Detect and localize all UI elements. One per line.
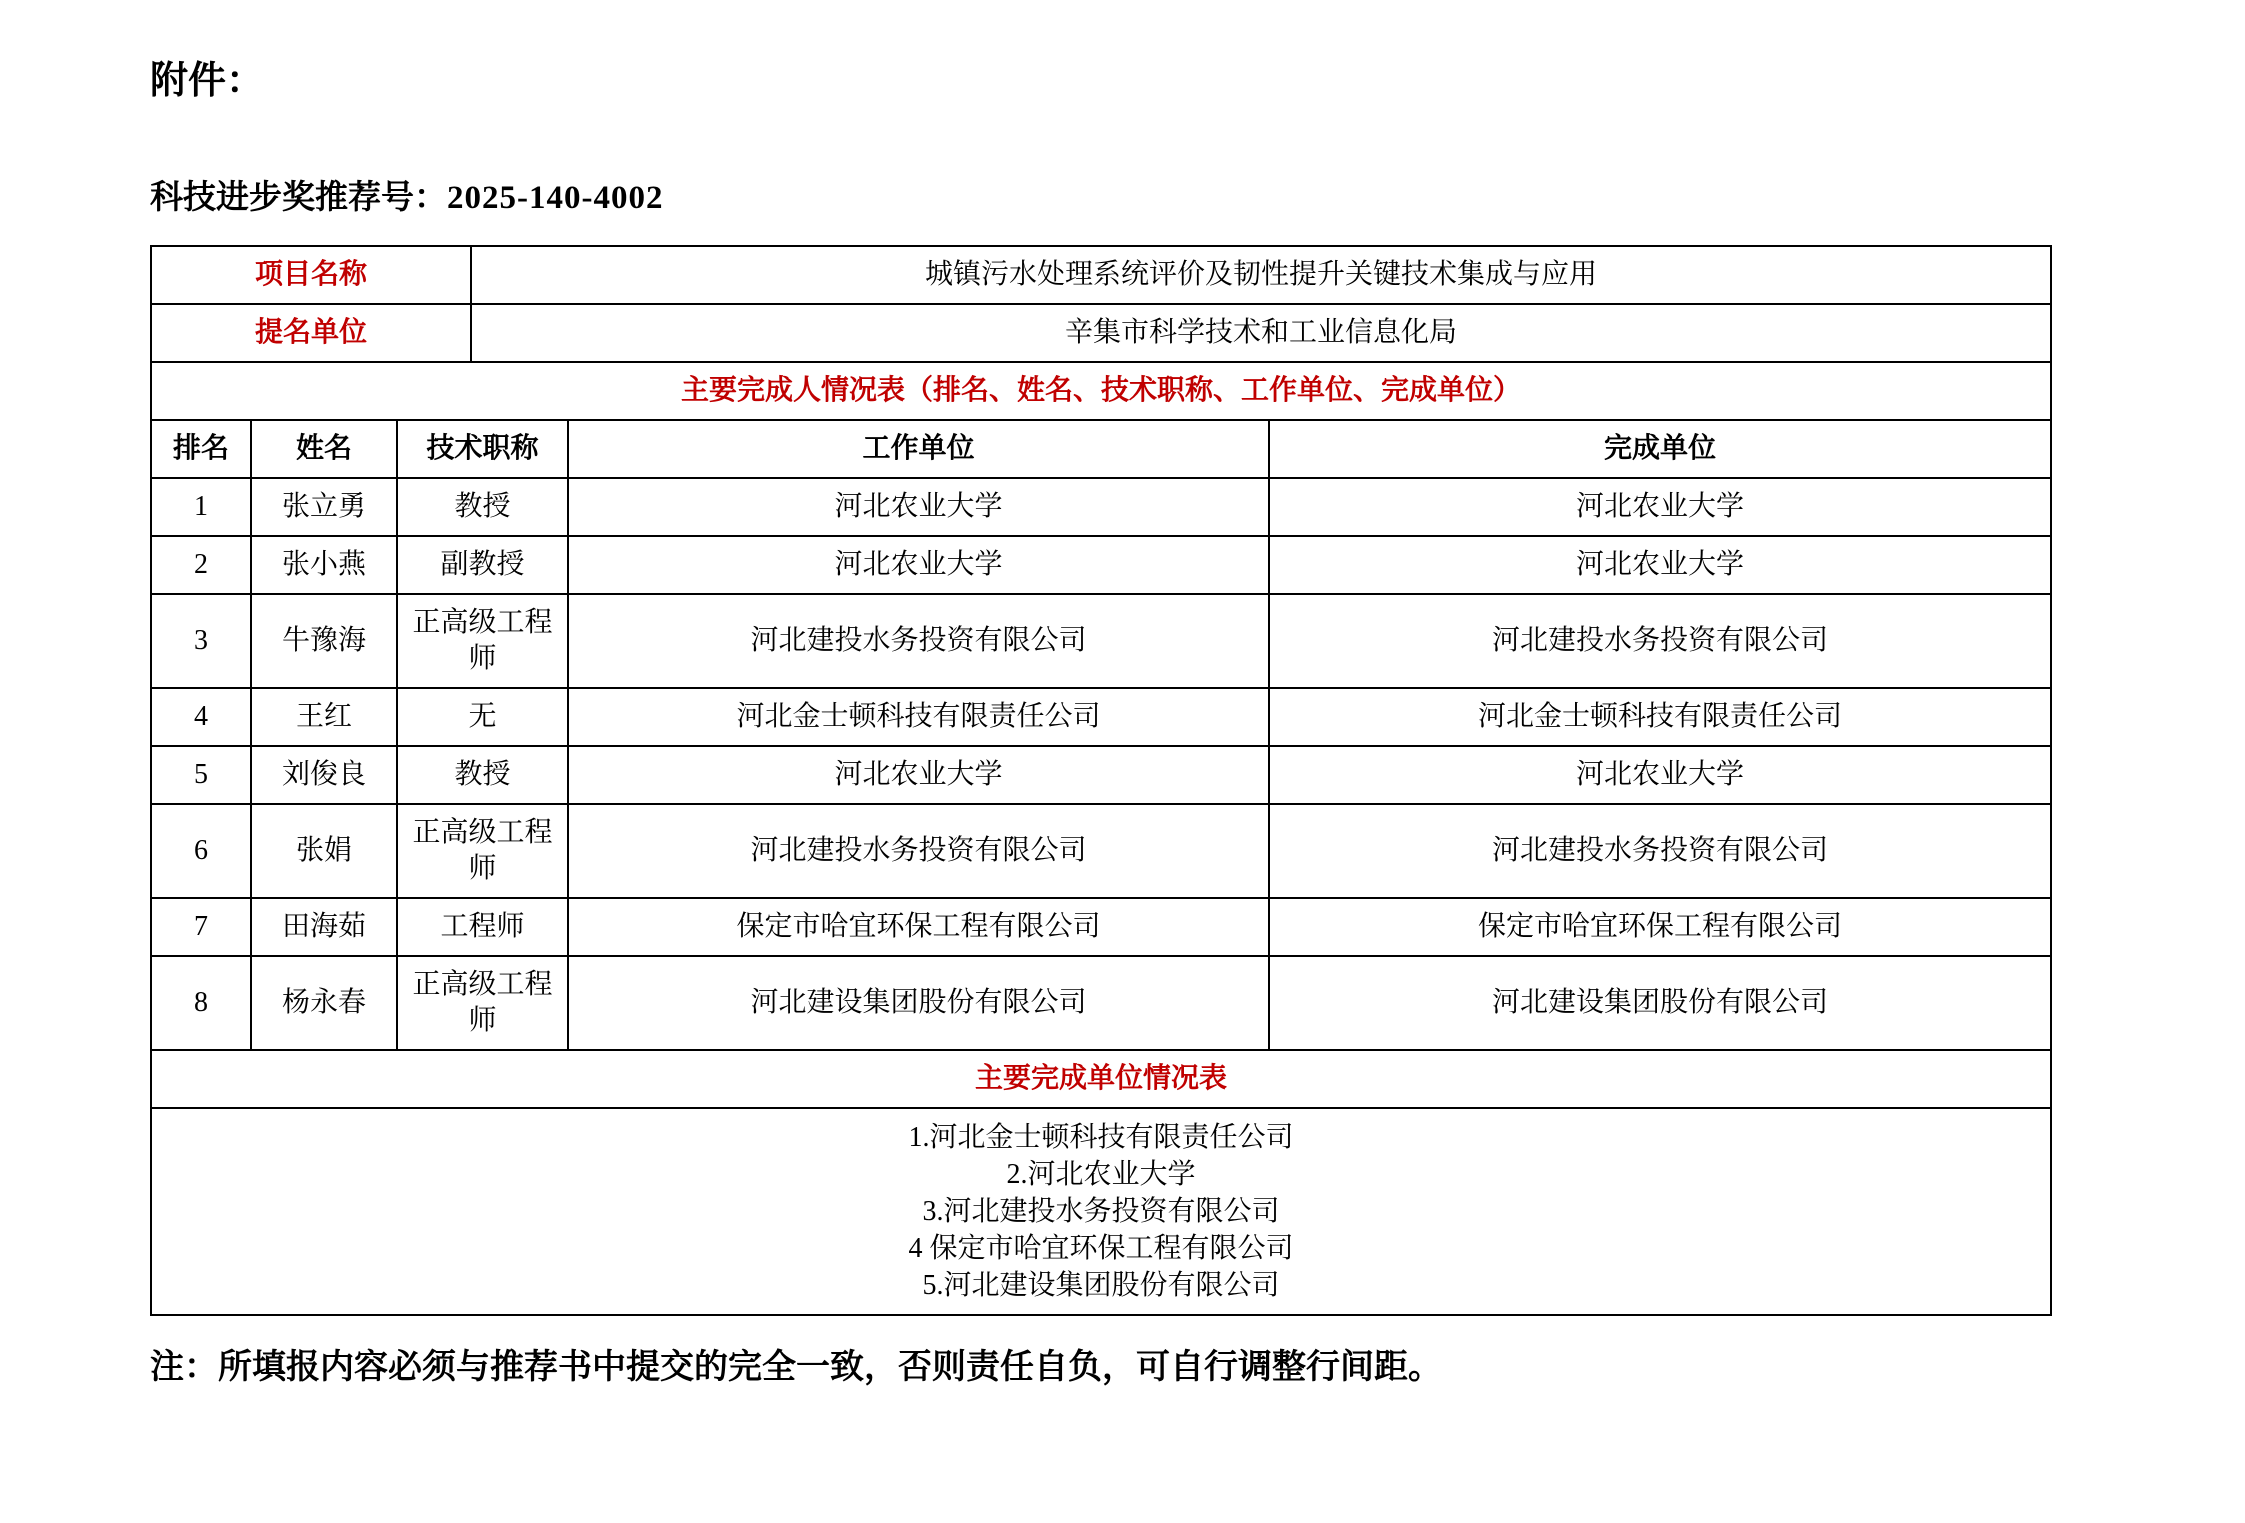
cell-completion-unit: 河北建投水务投资有限公司 [1269, 804, 2051, 898]
cell-completion-unit: 河北农业大学 [1269, 536, 2051, 594]
attachment-label: 附件： [150, 60, 265, 102]
header-job-title: 技术职称 [397, 420, 568, 478]
cell-work-unit: 河北建设集团股份有限公司 [568, 956, 1269, 1050]
cell-job-title: 工程师 [397, 898, 568, 956]
cell-rank: 7 [151, 898, 251, 956]
cell-completion-unit: 河北农业大学 [1269, 478, 2051, 536]
cell-rank: 2 [151, 536, 251, 594]
table-row [151, 956, 2051, 1050]
header-work-unit: 工作单位 [568, 420, 1269, 478]
header-rank: 排名 [151, 420, 251, 478]
contributors-header-row [151, 420, 2051, 478]
units-list-cell [151, 1108, 2051, 1315]
table-row [151, 898, 2051, 956]
list-item: 4 保定市哈宜环保工程有限公司 [908, 1233, 1294, 1264]
cell-rank: 4 [151, 688, 251, 746]
units-list-row [151, 1108, 2051, 1315]
nominating-unit-label: 提名单位 [151, 304, 471, 362]
cell-job-title: 教授 [397, 746, 568, 804]
cell-completion-unit: 河北建投水务投资有限公司 [1269, 594, 2051, 688]
cell-work-unit: 河北金士顿科技有限责任公司 [568, 688, 1269, 746]
header-completion-unit: 完成单位 [1269, 420, 2051, 478]
contributors-title-row [151, 362, 2051, 420]
cell-work-unit: 河北农业大学 [568, 536, 1269, 594]
cell-job-title: 正高级工程师 [397, 804, 568, 898]
cell-work-unit: 河北建投水务投资有限公司 [568, 804, 1269, 898]
project-name-value: 城镇污水处理系统评价及韧性提升关键技术集成与应用 [471, 246, 2051, 304]
recommendation-line [150, 176, 2245, 220]
cell-job-title: 教授 [397, 478, 568, 536]
contributors-table [150, 361, 2052, 1051]
table-row [151, 688, 2051, 746]
cell-name: 张立勇 [251, 478, 397, 536]
info-row-nominating-unit [151, 304, 2051, 362]
cell-rank: 5 [151, 746, 251, 804]
cell-work-unit: 河北建投水务投资有限公司 [568, 594, 1269, 688]
cell-completion-unit: 河北建设集团股份有限公司 [1269, 956, 2051, 1050]
cell-work-unit: 保定市哈宜环保工程有限公司 [568, 898, 1269, 956]
units-title-row [151, 1050, 2051, 1108]
recommendation-number: 2025-140-4002 [447, 180, 664, 216]
cell-work-unit: 河北农业大学 [568, 746, 1269, 804]
info-table [150, 245, 2052, 363]
recommendation-label: 科技进步奖推荐号： [150, 180, 447, 216]
list-item: 5.河北建设集团股份有限公司 [922, 1270, 1280, 1301]
table-row [151, 536, 2051, 594]
cell-name: 牛豫海 [251, 594, 397, 688]
table-row [151, 478, 2051, 536]
cell-rank: 1 [151, 478, 251, 536]
cell-job-title: 正高级工程师 [397, 594, 568, 688]
footer-note: 注：所填报内容必须与推荐书中提交的完全一致，否则责任自负，可自行调整行间距。 [150, 1349, 1442, 1386]
cell-completion-unit: 河北金士顿科技有限责任公司 [1269, 688, 2051, 746]
cell-name: 王红 [251, 688, 397, 746]
list-item: 2.河北农业大学 [1006, 1159, 1196, 1190]
completion-units-table [150, 1049, 2052, 1316]
project-name-label: 项目名称 [151, 246, 471, 304]
cell-rank: 8 [151, 956, 251, 1050]
cell-name: 刘俊良 [251, 746, 397, 804]
cell-rank: 3 [151, 594, 251, 688]
list-item: 1.河北金士顿科技有限责任公司 [908, 1122, 1294, 1153]
contributors-table-title: 主要完成人情况表（排名、姓名、技术职称、工作单位、完成单位） [151, 362, 2051, 420]
cell-job-title: 无 [397, 688, 568, 746]
cell-name: 张小燕 [251, 536, 397, 594]
cell-name: 田海茹 [251, 898, 397, 956]
cell-work-unit: 河北农业大学 [568, 478, 1269, 536]
table-row [151, 804, 2051, 898]
cell-name: 张娟 [251, 804, 397, 898]
table-row [151, 594, 2051, 688]
header-name: 姓名 [251, 420, 397, 478]
cell-completion-unit: 保定市哈宜环保工程有限公司 [1269, 898, 2051, 956]
cell-completion-unit: 河北农业大学 [1269, 746, 2051, 804]
cell-rank: 6 [151, 804, 251, 898]
units-table-title: 主要完成单位情况表 [151, 1050, 2051, 1108]
list-item: 3.河北建投水务投资有限公司 [922, 1196, 1280, 1227]
info-row-project-name [151, 246, 2051, 304]
cell-job-title: 正高级工程师 [397, 956, 568, 1050]
cell-job-title: 副教授 [397, 536, 568, 594]
cell-name: 杨永春 [251, 956, 397, 1050]
nominating-unit-value: 辛集市科学技术和工业信息化局 [471, 304, 2051, 362]
table-row [151, 746, 2051, 804]
